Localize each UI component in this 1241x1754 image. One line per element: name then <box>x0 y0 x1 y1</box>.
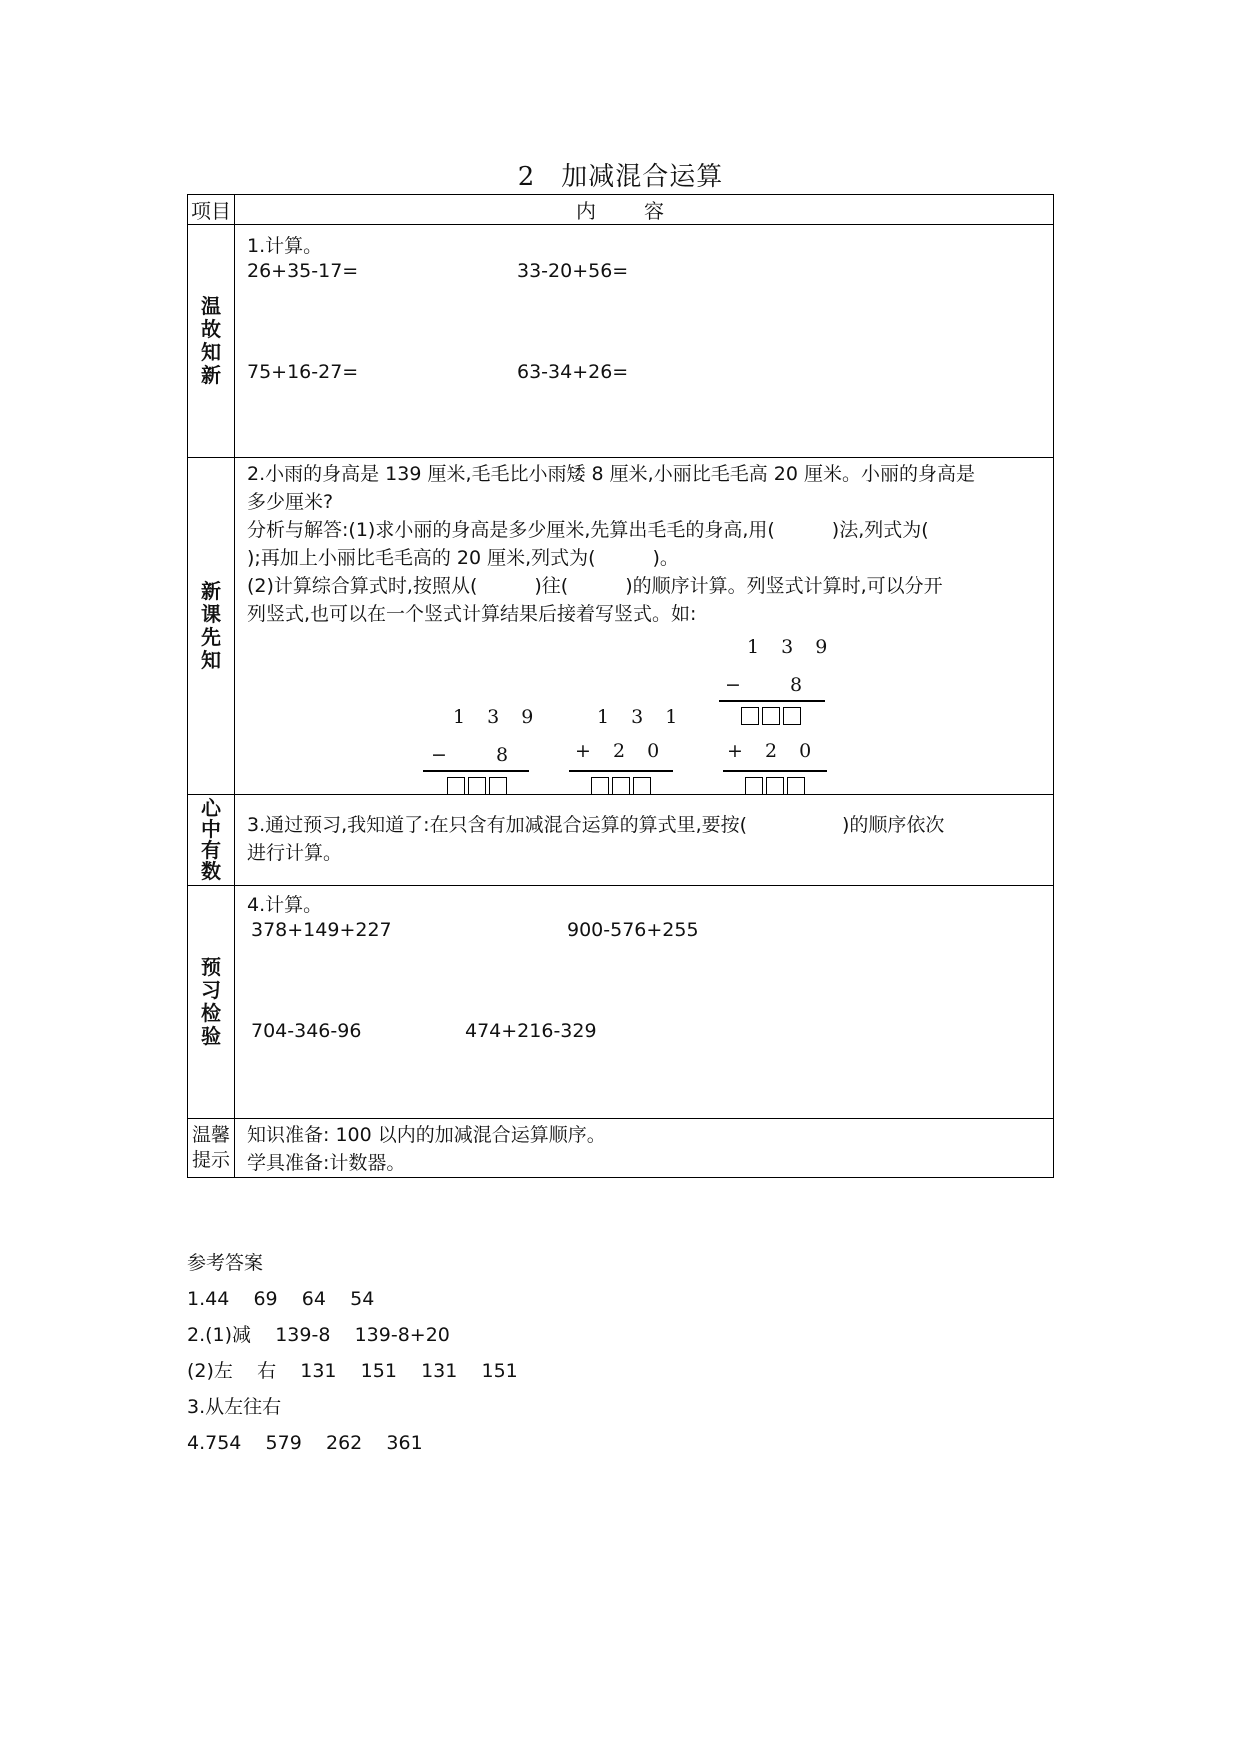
lesson-table <box>187 194 1054 1178</box>
vcalc2-op: + 2 0 <box>575 740 668 762</box>
review-problem-2: 33-20+56= <box>517 260 629 282</box>
review-content <box>235 225 1054 458</box>
mind-row <box>188 795 1054 886</box>
review-row <box>188 225 1054 458</box>
vcalc1-top: 1 3 9 <box>453 706 542 728</box>
review-heading: 1.计算。 <box>247 235 323 257</box>
vcalc2-top: 1 3 1 <box>597 706 686 728</box>
answer-line-1: 1.44 69 64 54 <box>187 1288 375 1310</box>
mind-content <box>235 795 1054 886</box>
page-title <box>0 156 1241 193</box>
check-heading: 4.计算。 <box>247 894 323 916</box>
vcalc3-answer-boxes <box>745 772 808 796</box>
check-row <box>188 886 1054 1119</box>
vcalc1-answer-boxes <box>447 772 510 796</box>
answer-title: 参考答案 <box>187 1252 264 1274</box>
vcalc1-op: − 8 <box>431 744 517 766</box>
review-problem-3: 75+16-27= <box>247 361 359 383</box>
new-question: 2.小雨的身高是 139 厘米,毛毛比小雨矮 8 厘米,小丽比毛毛高 20 厘米。小丽的身高是 多少厘米? 分析与解答:(1)求小丽的身高是多少厘米,先算出毛毛的身高,用( )法,列式为( );再加上小丽比毛毛高的 20 厘米,列式为( )。 (2)计算综合算式时,按照从( )往( )的顺序计算。列竖式计算时,可以分开 列竖式,也可以在一个竖式计算结果后接着写竖式。如: <box>247 463 975 625</box>
check-problem-2: 900-576+255 <box>567 919 699 941</box>
mind-text: 3.通过预习,我知道了:在只含有加减混合运算的算式里,要按( )的顺序依次 进行计算。 <box>247 814 945 864</box>
answer-line-4: 3.从左往右 <box>187 1396 282 1418</box>
answer-line-3: (2)左 右 131 151 131 151 <box>187 1360 518 1382</box>
check-label: 预 习 检 验 <box>188 886 235 1119</box>
new-row <box>188 458 1054 795</box>
header-item: 项目 <box>188 195 235 225</box>
vcalc3-op1: − 8 <box>725 674 811 696</box>
tips-label: 温馨 提示 <box>188 1119 235 1178</box>
check-problem-3: 704-346-96 <box>251 1020 362 1042</box>
review-problem-4: 63-34+26= <box>517 361 629 383</box>
new-content <box>235 458 1054 795</box>
new-label: 新 课 先 知 <box>188 458 235 795</box>
mind-label: 心 中 有 数 <box>188 795 235 886</box>
answer-key <box>187 1245 518 1461</box>
check-problem-1: 378+149+227 <box>251 919 392 941</box>
tips-content <box>235 1119 1054 1178</box>
answer-line-2: 2.(1)减 139-8 139-8+20 <box>187 1324 450 1346</box>
answer-line-5: 4.754 579 262 361 <box>187 1432 423 1454</box>
vcalc3-top: 1 3 9 <box>747 636 836 658</box>
vcalc3-mid-boxes <box>741 702 804 726</box>
check-content <box>235 886 1054 1119</box>
lesson-title: 加减混合运算 <box>561 162 724 192</box>
header-content: 内容 <box>235 195 1054 225</box>
table-header-row <box>188 195 1054 225</box>
vcalc2-answer-boxes <box>591 772 654 796</box>
vcalc3-op2: + 2 0 <box>727 740 820 762</box>
tips-row <box>188 1119 1054 1178</box>
review-problem-1: 26+35-17= <box>247 260 359 282</box>
tips-text: 知识准备: 100 以内的加减混合运算顺序。 学具准备:计数器。 <box>247 1124 606 1174</box>
check-problem-4: 474+216-329 <box>465 1020 597 1042</box>
review-label: 温 故 知 新 <box>188 225 235 458</box>
lesson-number: 2 <box>517 162 536 192</box>
